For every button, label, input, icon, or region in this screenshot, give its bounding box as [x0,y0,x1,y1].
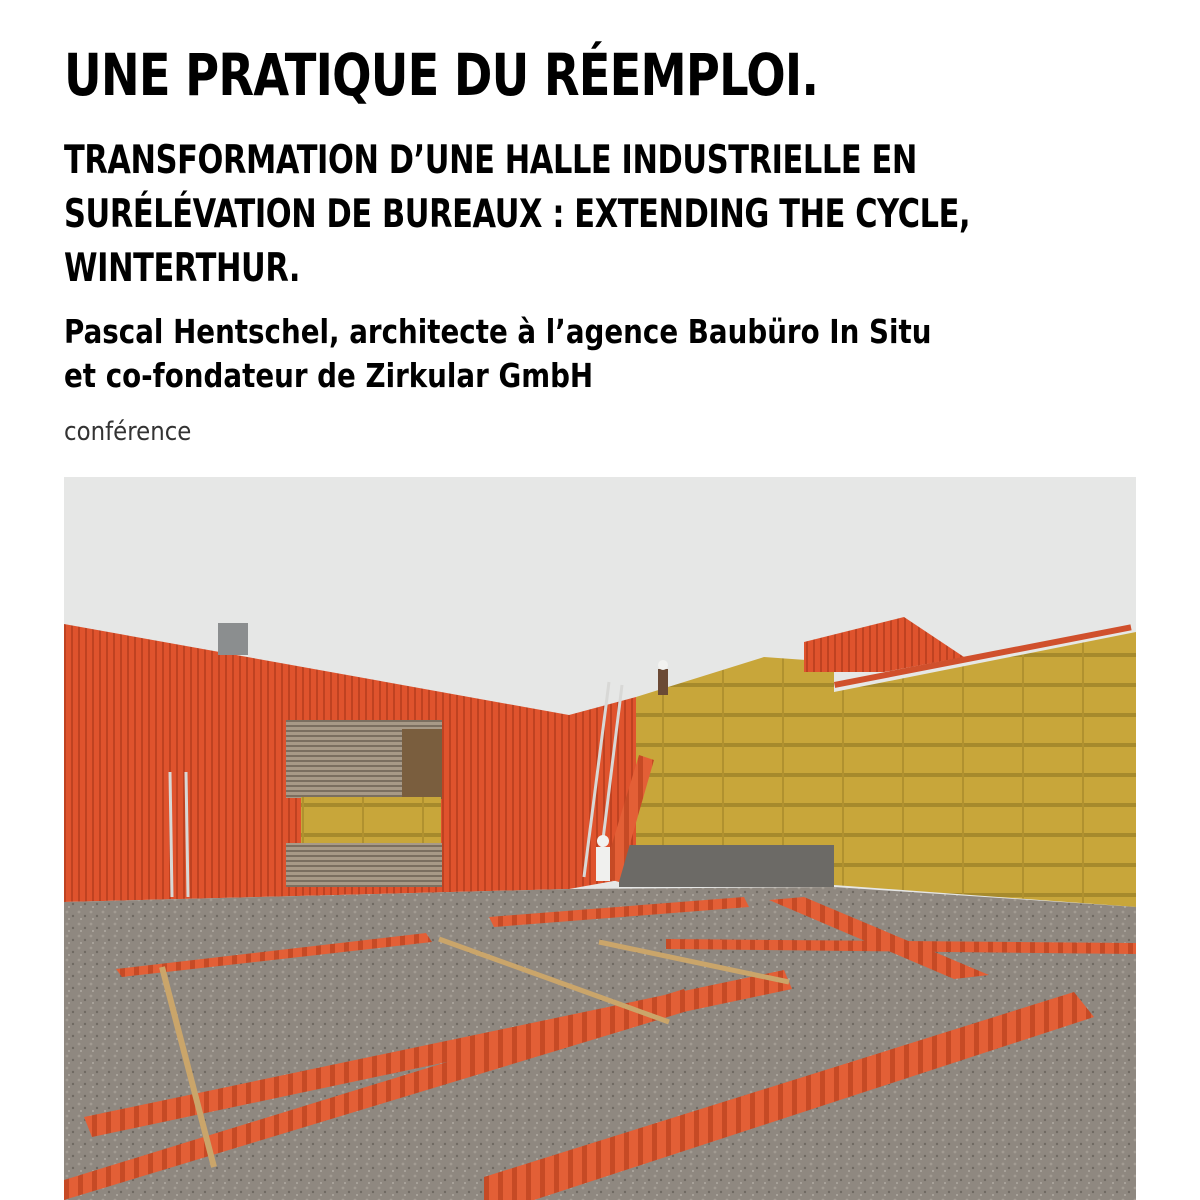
speaker-line: et co-fondateur de Zirkular GmbH [64,356,594,395]
speaker-line: Pascal Hentschel, architecte à l’agence Baubüro In Situ [64,312,932,351]
page-title: UNE PRATIQUE DU RÉEMPLOI. [64,41,819,109]
page-subtitle [64,134,1039,296]
event-type-label: conférence [64,417,192,447]
subtitle-line: WINTERTHUR. [64,246,301,291]
subtitle-line: TRANSFORMATION D’UNE HALLE INDUSTRIELLE EN [64,138,917,183]
speaker-credit [64,310,1114,398]
building-photo [64,477,1136,1200]
subtitle-line: SURÉLÉVATION DE BUREAUX : EXTENDING THE CYCLE, [64,192,971,237]
